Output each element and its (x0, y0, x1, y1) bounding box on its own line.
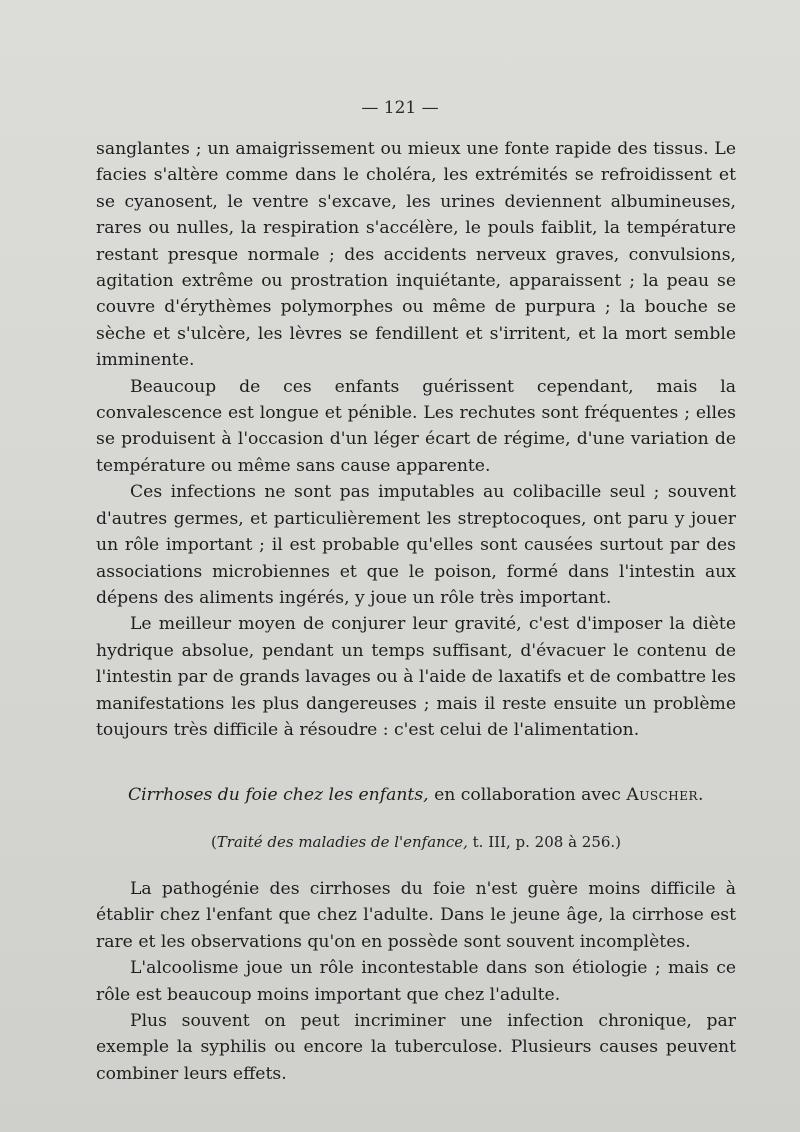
reference-pages: t. III, p. 208 à 256.) (467, 833, 622, 851)
reference-open: ( (210, 833, 217, 851)
paragraph: Ces infections ne sont pas imputables au colibacille seul ; souvent d'autres germes, et particulièrement les streptocoques, ont paru y jouer un rôle important ; il est probable qu'elles sont causées surtout par des associations microbiennes et que le poison, formé dans l'intestin aux dépens des aliments ingérés, y joue un rôle très important. (96, 482, 736, 608)
reference-title: Traité des maladies de l'enfance, (216, 833, 468, 851)
paragraph: Le meilleur moyen de conjurer leur gravité, c'est d'imposer la diète hydrique absolue, pendant un temps suffisant, d'évacuer le contenu de l'intestin par de grands lavages ou à l'aide de laxatifs et de combattre les manifestations les plus dangereuses ; mais il reste ensuite un problème toujours très difficile à résoudre : c'est celui de l'alimentation. (96, 614, 736, 740)
paragraph-continuation: sanglantes ; un amaigrissement ou mieux une fonte rapide des tissus. Le facies s'altère comme dans le choléra, les extrémités se refroidissent et se cyanosent, le ventre s'excave, les urines deviennent albumineuses, rares ou nulles, la respiration s'accélère, le pouls faiblit, la température restant presque normale ; des accidents nerveux graves, convulsions, agitation extrême ou prostration inquiétante, apparaissent ; la peau se couvre d'érythèmes polymorphes ou même de purpura ; la bouche se sèche et s'ulcère, les lèvres se fendillent et s'irritent, et la mort semble imminente. (96, 139, 736, 371)
section-title: Cirrhoses du foie chez les enfants, (128, 785, 429, 805)
section-author: Auscher. (626, 785, 704, 805)
body-text-part1 (96, 136, 736, 743)
paragraph: La pathogénie des cirrhoses du foie n'est guère moins difficile à établir chez l'enfant que chez l'adulte. Dans le jeune âge, la cirrhose est rare et les observations qu'on en possède sont souvent incomplètes. (96, 879, 736, 952)
page-number: — 121 — (361, 98, 439, 118)
paragraph: Plus souvent on peut incriminer une infection chronique, par exemple la syphilis ou encore la tuberculose. Plusieurs causes peuvent combiner leurs effets. (96, 1011, 736, 1084)
section-reference (96, 830, 736, 854)
section-heading (96, 782, 736, 808)
body-text-part2 (96, 876, 736, 1087)
section-title-connector: en collaboration avec (428, 785, 627, 805)
paragraph: Beaucoup de ces enfants guérissent cependant, mais la convalescence est longue et pénible. Les rechutes sont fréquentes ; elles se produisent à l'occasion d'un léger écart de régime, d'une variation de température ou même sans cause apparente. (96, 376, 736, 476)
paragraph: L'alcoolisme joue un rôle incontestable dans son étiologie ; mais ce rôle est beaucoup moins important que chez l'adulte. (96, 958, 736, 1005)
